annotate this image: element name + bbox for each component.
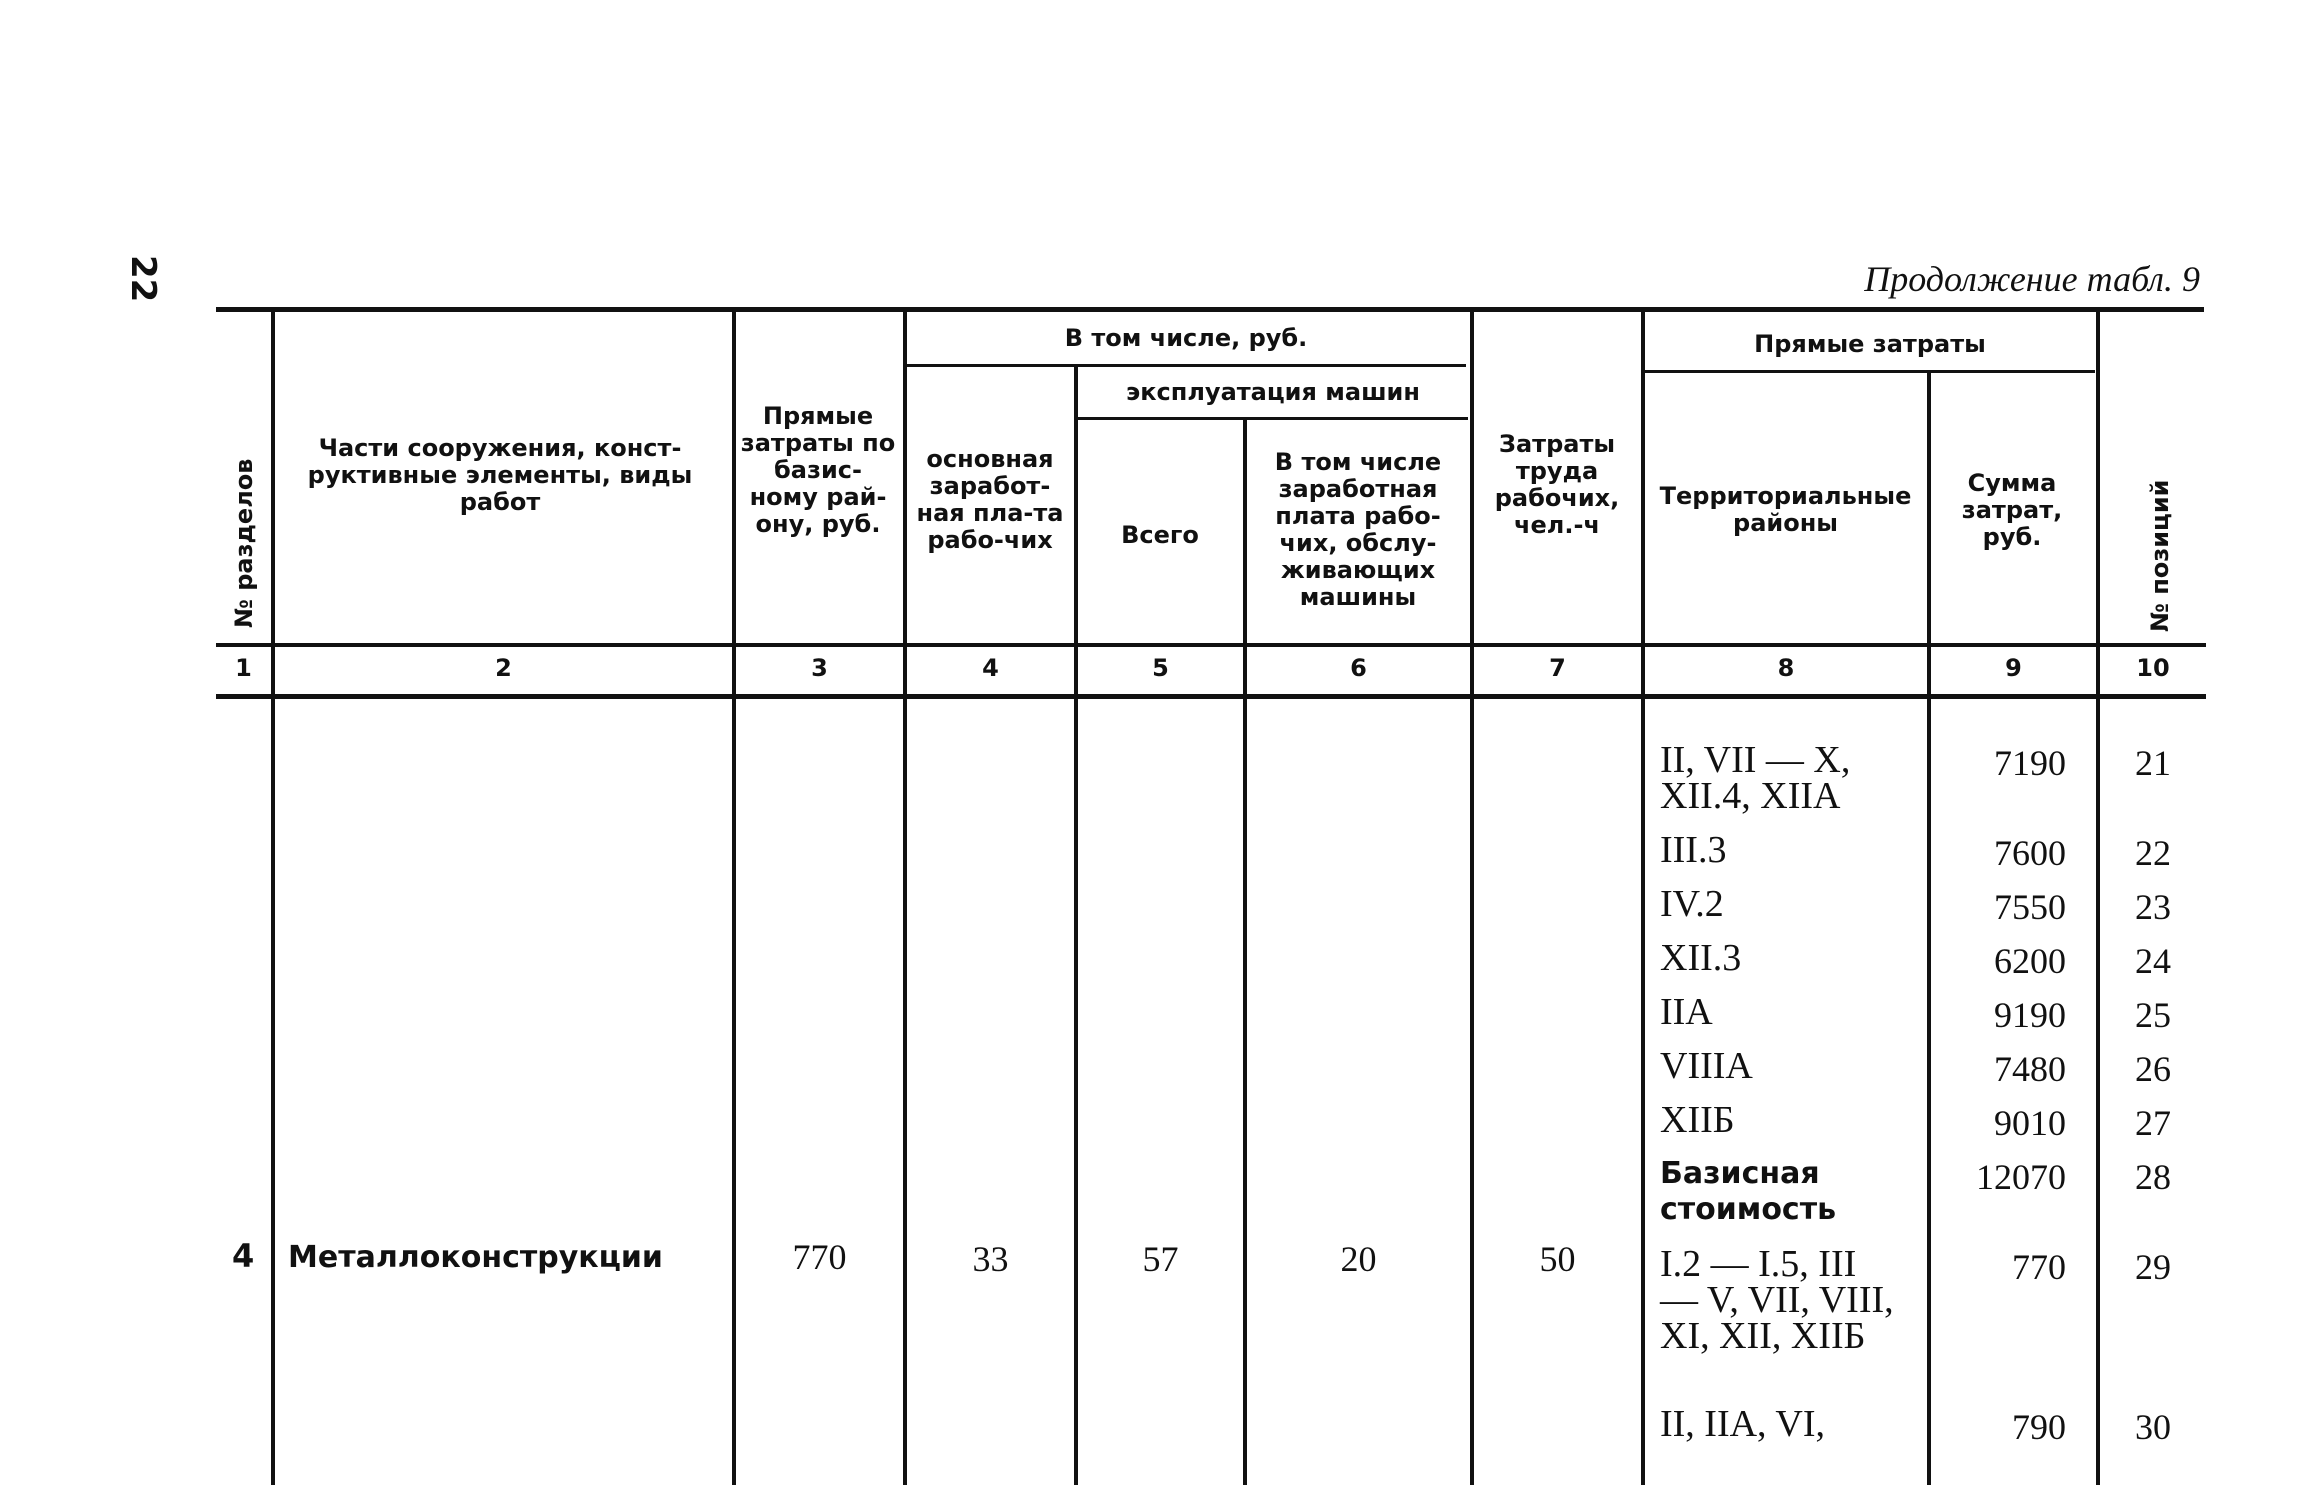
sum-cell: 9010 (1994, 1103, 2066, 1143)
col-divider (2096, 312, 2100, 1485)
position-cell: 30 (2135, 1407, 2171, 1447)
header-machines: эксплуатация машин (1126, 377, 1420, 406)
group-rule-5-6 (1078, 417, 1468, 420)
sum-cell: 9190 (1994, 995, 2066, 1035)
sum-cell: 770 (2012, 1247, 2066, 1287)
region-cell: VIIIA (1660, 1045, 1753, 1087)
col-number: 1 (235, 654, 252, 682)
sum-cell: 7190 (1994, 743, 2066, 783)
sum-cell: 6200 (1994, 941, 2066, 981)
sum-cell: 7480 (1994, 1049, 2066, 1089)
col-number: 3 (811, 654, 828, 682)
region-cell: II, IIA, VI, (1660, 1403, 1825, 1445)
position-cell: 22 (2135, 833, 2171, 873)
col-divider (271, 312, 275, 1485)
header-direct-costs: Прямые затраты (1754, 329, 1986, 358)
page-number: 22 (123, 255, 163, 303)
group-rule-4-6 (906, 364, 1466, 367)
section-machines-total: 57 (1142, 1239, 1179, 1279)
region-cell: XIIБ (1660, 1099, 1735, 1141)
header-regions: Территориальные районы (1659, 482, 1912, 537)
numbers-bottom-rule (216, 694, 2206, 699)
header-section-number: № разделов (230, 458, 258, 628)
sum-cell: 7600 (1994, 833, 2066, 873)
header-sum: Сумма затрат, руб. (1961, 468, 2063, 551)
position-cell: 28 (2135, 1157, 2171, 1197)
section-base-cost: 770 (792, 1237, 847, 1277)
header-bottom-rule (216, 643, 2206, 647)
position-cell: 27 (2135, 1103, 2171, 1143)
region-cell: IV.2 (1660, 883, 1724, 925)
region-cell: XII.3 (1660, 937, 1742, 979)
header-wage: основная заработ-ная пла-та рабо-чих (916, 445, 1064, 554)
col-divider (1074, 364, 1078, 1485)
header-base-cost: Прямые затраты по базис-ному рай-ону, руб. (740, 401, 896, 538)
col-divider (1641, 312, 1645, 1485)
col-divider (732, 312, 736, 1485)
col-number: 5 (1152, 654, 1169, 682)
section-machines-wage: 20 (1340, 1239, 1377, 1279)
top-rule (216, 307, 2204, 312)
col-number: 10 (2136, 654, 2170, 682)
region-cell: IIA (1660, 991, 1713, 1033)
col-divider (1243, 417, 1247, 1485)
region-cell: II, VII — X, XII.4, XIIA (1660, 739, 1851, 817)
col-number: 7 (1549, 654, 1566, 682)
col-divider (1470, 312, 1474, 1485)
position-cell: 26 (2135, 1049, 2171, 1089)
group-rule-8-9 (1645, 370, 2095, 373)
region-cell: I.2 — I.5, III — V, VII, VIII, XI, XII, XIIБ (1660, 1243, 1894, 1357)
header-position-number: № позиций (2146, 479, 2174, 632)
header-machines-total: Всего (1121, 520, 1199, 549)
sum-cell: 12070 (1976, 1157, 2066, 1197)
header-parts: Части сооружения, конст-руктивные элементы, виды работ (307, 433, 693, 516)
section-number: 4 (232, 1237, 255, 1275)
position-cell: 29 (2135, 1247, 2171, 1287)
col-number: 4 (982, 654, 999, 682)
section-name: Металлоконструкции (288, 1240, 663, 1275)
section-wage: 33 (972, 1239, 1009, 1279)
region-cell: III.3 (1660, 829, 1727, 871)
col-number: 9 (2005, 654, 2022, 682)
col-number: 2 (495, 654, 512, 682)
position-cell: 23 (2135, 887, 2171, 927)
position-cell: 25 (2135, 995, 2171, 1035)
position-cell: 21 (2135, 743, 2171, 783)
section-labor: 50 (1539, 1239, 1576, 1279)
col-divider (903, 312, 907, 1485)
position-cell: 24 (2135, 941, 2171, 981)
table-caption: Продолжение табл. 9 (1864, 259, 2200, 299)
header-labor: Затраты труда рабочих, чел.-ч (1494, 430, 1620, 539)
col-number: 6 (1350, 654, 1367, 682)
header-machines-wage: В том числе заработная плата рабо-чих, обслу-живающих машины (1274, 448, 1442, 611)
col-number: 8 (1777, 654, 1795, 682)
header-incl-rub: В том числе, руб. (1064, 323, 1308, 352)
sum-cell: 7550 (1994, 887, 2066, 927)
sum-cell: 790 (2012, 1407, 2066, 1447)
region-cell: Базисная стоимость (1660, 1156, 1837, 1227)
